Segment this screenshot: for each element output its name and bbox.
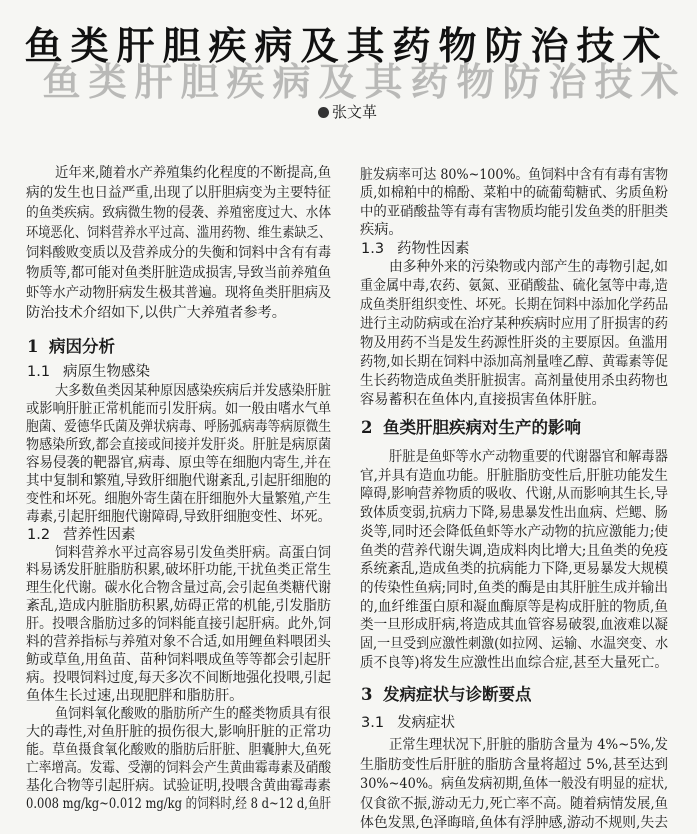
text-line xyxy=(55,164,331,182)
subsection-heading xyxy=(361,714,455,732)
subsection-heading xyxy=(361,240,470,258)
text-line xyxy=(26,264,331,282)
text-line xyxy=(55,382,331,400)
text-line xyxy=(360,485,668,503)
subsection-heading xyxy=(27,363,150,381)
text-line-content: 毒素,引起肝细胞代谢障碍,导致肝细胞变性、坏死。 xyxy=(26,509,332,525)
text-line-content: 或影响肝脏正常机能而引发肝病。如一般由嗜水气单 xyxy=(26,401,332,417)
text-line-content: 进行主动防病或在治疗某种疾病时应用了肝损害的药 xyxy=(360,316,669,332)
text-line xyxy=(360,523,668,541)
heading-number: 1.3 xyxy=(361,241,385,257)
text-line xyxy=(26,796,331,813)
text-line xyxy=(26,490,331,508)
heading-text: 病原生物感染 xyxy=(63,364,150,380)
subsection-heading xyxy=(27,526,136,544)
text-line xyxy=(26,688,331,705)
text-line xyxy=(26,400,331,418)
text-line-content: 药物,如长期在饲料中添加高剂量喹乙醇、黄霉素等促 xyxy=(360,354,669,370)
text-line xyxy=(26,742,331,759)
text-line-content: 肝脏是鱼虾等水产动物重要的代谢器官和解毒器 xyxy=(389,449,668,465)
text-line-content: 物质等,都可能对鱼类肝脏造成损害,导致当前养殖鱼 xyxy=(26,265,332,281)
text-line xyxy=(26,244,331,262)
author-name: 张文革 xyxy=(332,103,378,121)
text-line xyxy=(360,184,668,202)
section-heading xyxy=(27,336,115,358)
text-line xyxy=(360,598,668,616)
text-line-content: 生脂肪变性后肝脏的脂肪含量将超过 5%,甚至达到 xyxy=(360,756,669,773)
text-line xyxy=(26,204,331,222)
text-line-content: 紊乱,造成内脏脂肪积累,妨碍正常的机能,引发脂肪 xyxy=(26,598,331,615)
text-line-content: 基化合物等引起肝病。试验证明,投喂含黄曲霉毒素 xyxy=(26,777,331,794)
text-line xyxy=(389,448,668,466)
right-column xyxy=(360,0,668,834)
text-line xyxy=(26,436,331,454)
text-line-content: 重金属中毒,农药、氨氮、亚硝酸盐、硫化氢等中毒,造 xyxy=(360,278,668,294)
text-line xyxy=(26,304,331,322)
heading-text: 发病症状 xyxy=(397,715,455,731)
heading-number: 1 xyxy=(27,337,39,356)
text-line xyxy=(26,418,331,436)
text-line xyxy=(55,545,331,562)
text-line-content: 鱼体生长过速,出现肥胖和脂肪肝。 xyxy=(26,687,244,704)
text-line-content: 鱼饲料氧化酸败的脂肪所产生的醛类物质具有很 xyxy=(55,706,331,722)
text-line xyxy=(360,654,668,672)
text-line xyxy=(26,508,331,526)
text-line xyxy=(360,353,668,371)
text-line xyxy=(26,284,331,302)
text-line-content: 成鱼类肝组织变性、坏死。长期在饲料中添加化学药品 xyxy=(360,297,669,313)
text-line-content: 料的营养指标与养殖对象不合适,如用鲤鱼料喂团头 xyxy=(26,634,331,650)
text-line xyxy=(360,296,668,314)
text-line xyxy=(360,203,668,221)
text-line xyxy=(360,315,668,333)
text-line-content: 大多数鱼类因某种原因感染疾病后并发感染肝脏 xyxy=(55,383,331,399)
text-line xyxy=(26,454,331,472)
heading-text: 营养性因素 xyxy=(63,527,136,543)
text-line-content: 鲂或草鱼,用鱼苗、苗种饲料喂成鱼等等都会引起肝 xyxy=(26,651,331,668)
text-line-content: 生长药物造成鱼类肝脏损害。高剂量使用杀虫药物也 xyxy=(360,373,669,389)
text-line xyxy=(26,778,331,795)
text-line-content: 中的亚硝酸盐等有毒有害物质均能引发鱼类的肝胆类 xyxy=(360,203,669,220)
text-line-content: 致体质变弱,抗病力下降,易患暴发性出血病、烂鳃、肠 xyxy=(360,505,668,522)
text-line-content: 虾等水产动物肝病发生极其普遍。现将鱼类肝胆病及 xyxy=(26,285,332,301)
text-line xyxy=(360,372,668,390)
text-line-content: 理生化代谢。碳水化合物含量过高,会引起鱼类糖代谢 xyxy=(26,580,332,597)
text-line-content: 环境恶化、饲料营养水平过高、滥用药物、维生素缺乏、 xyxy=(26,225,332,241)
heading-text: 病因分析 xyxy=(49,337,115,356)
text-line xyxy=(26,580,331,597)
text-line-content: 正常生理状况下,肝脏的脂肪含量为 4%~5%,发 xyxy=(389,737,668,753)
text-line-content: 的传染性鱼病;同时,鱼类的酶是由其肝脏生成并输出 xyxy=(360,579,668,596)
text-line xyxy=(360,221,668,239)
text-line xyxy=(26,562,331,579)
text-line xyxy=(360,560,668,578)
heading-number: 1.2 xyxy=(27,527,51,543)
heading-text: 鱼类肝胆疾病对生产的影响 xyxy=(383,418,581,437)
text-line-content: 防治技术介绍如下,以供广大养殖者参考。 xyxy=(26,305,286,321)
text-line xyxy=(26,652,331,669)
text-line-content: 质不良等)将发生应激性出血综合症,甚至大量死亡。 xyxy=(360,654,668,671)
text-line-content: 质,如棉粕中的棉酚、菜粕中的硫葡萄糖甙、劣质鱼粉 xyxy=(360,185,669,202)
text-line xyxy=(389,736,668,754)
text-line xyxy=(360,334,668,352)
left-column xyxy=(26,0,331,834)
text-line xyxy=(26,598,331,615)
text-line-content: 炎等,同时还会降低鱼虾等水产动物的抗应激能力;使 xyxy=(360,523,668,540)
text-line xyxy=(26,184,331,202)
text-line-content: 病。投喂饲料过度,每天多次不间断地强化投喂,引起 xyxy=(26,669,332,686)
text-line-content: 疾病。 xyxy=(360,222,403,239)
text-line-content: 的,血纤维蛋白原和凝血酶原等是构成肝脏的物质,鱼 xyxy=(360,598,668,615)
text-line xyxy=(26,472,331,490)
text-line-content: 变性和坏死。细胞外寄生菌在肝细胞外大量繁殖,产生 xyxy=(26,491,332,507)
text-line xyxy=(360,467,668,485)
text-line-content: 固,一旦受到应激性刺激(如拉网、运输、水温突变、水 xyxy=(360,636,669,652)
text-line-content: 物及用药不当是发生药源性肝炎的主要原因。鱼滥用 xyxy=(360,335,669,351)
text-line-content: 30%~40%。病鱼发病初期,鱼体一般没有明显的症状, xyxy=(360,776,669,792)
text-line-content: 由多种外来的污染物或内部产生的毒物引起,如 xyxy=(389,259,669,275)
text-line xyxy=(26,224,331,242)
text-line xyxy=(26,760,331,777)
text-line-content: 障碍,影响营养物质的吸收、代谢,从而影响其生长,导 xyxy=(360,486,669,503)
heading-text: 发病症状与诊断要点 xyxy=(383,685,532,704)
text-line-content: 近年来,随着水产养殖集约化程度的不断提高,鱼 xyxy=(55,165,332,181)
text-line-content: 能。草鱼摄食氧化酸败的脂肪后肝脏、胆囊肿大,鱼死 xyxy=(26,741,332,758)
text-line xyxy=(360,579,668,597)
text-line-content: 物感染所致,都会直接或间接并发肝炎。肝脏是病原菌 xyxy=(26,437,332,453)
text-line xyxy=(360,504,668,522)
text-line-content: 其中复制和繁殖,导致肝细胞代谢紊乱,引起肝细胞的 xyxy=(26,473,332,489)
heading-text: 药物性因素 xyxy=(397,241,470,257)
text-line-content: 肝。投喂含脂肪过多的饲料能直接引起肝病。此外,饲 xyxy=(26,616,332,633)
text-line-content: 系统紊乱,造成鱼类的抗病能力下降,更易暴发大规模 xyxy=(360,561,668,578)
text-line-content: 饲料营养水平过高容易引发鱼类肝病。高蛋白饲 xyxy=(55,544,331,561)
text-line-content: 料易诱发肝脏脂肪积累,破坏肝功能,干扰鱼类正常生 xyxy=(26,562,332,579)
text-line-content: 鱼类的营养代谢失调,造成料肉比增大;且鱼类的免疫 xyxy=(360,542,668,559)
text-line-content: 容易侵袭的靶器官,病毒、原虫等在细胞内寄生,并在 xyxy=(26,455,332,471)
text-line-content: 病的发生也日益严重,出现了以肝胆病变为主要特征 xyxy=(26,185,331,201)
text-line-content: 仅食欲不振,游动无力,死亡率不高。随着病情发展,鱼 xyxy=(360,795,669,812)
text-line-content: 官,并具有造血功能。肝脏脂肪变性后,肝脏功能发生 xyxy=(360,467,668,484)
article-title: 鱼类肝胆疾病及其药物防治技术 xyxy=(24,24,669,68)
text-line xyxy=(360,635,668,653)
heading-number: 1.1 xyxy=(27,364,51,380)
text-line xyxy=(360,775,668,793)
text-line xyxy=(360,391,668,409)
text-line-content: 脏发病率可达 80%~100%。鱼饲料中含有有毒有害物 xyxy=(360,167,669,183)
section-heading xyxy=(361,417,581,439)
text-line xyxy=(389,258,668,276)
text-line xyxy=(360,616,668,634)
text-line xyxy=(26,670,331,687)
text-line xyxy=(26,724,331,741)
text-line xyxy=(360,756,668,774)
text-line-content: 大的毒性,对鱼肝脏的损伤很大,影响肝脏的正常功 xyxy=(26,723,332,740)
heading-number: 2 xyxy=(361,418,373,437)
title-shadow: 鱼类肝胆疾病及其药物防治技术 xyxy=(42,60,687,104)
text-line xyxy=(360,814,668,832)
text-line-content: 0.008 mg/kg~0.012 mg/kg 的饲料时,经 8 d~12 d,鱼肝 xyxy=(26,795,332,812)
text-line-content: 类一旦形成肝病,将造成其血管容易破裂,血液难以凝 xyxy=(360,617,668,634)
text-line-content: 容易蓄积在鱼体内,直接损害鱼体肝脏。 xyxy=(360,392,606,408)
text-line xyxy=(360,277,668,295)
text-line-content: 饲料酸败变质以及营养成分的失衡和饲料中含有有毒 xyxy=(26,245,332,261)
text-line xyxy=(55,706,331,723)
text-line xyxy=(360,542,668,560)
text-line-content: 胞菌、爱德华氏菌及弹状病毒、呼肠弧病毒等病原微生 xyxy=(26,419,332,435)
heading-number: 3 xyxy=(361,685,373,704)
text-line-content: 亡率增高。发霉、受潮的饲料会产生黄曲霉毒素及硝酸 xyxy=(26,759,332,776)
text-line-content: 的鱼类疾病。致病微生物的侵袭、养殖密度过大、水体 xyxy=(26,205,332,221)
text-line xyxy=(360,166,668,184)
heading-number: 3.1 xyxy=(361,715,385,731)
text-line xyxy=(26,616,331,633)
text-line xyxy=(26,634,331,651)
text-line-content: 体色发黑,色泽晦暗,鱼体有浮肿感,游动不规则,失去 xyxy=(360,815,669,831)
text-line xyxy=(360,795,668,813)
section-heading xyxy=(361,684,532,706)
